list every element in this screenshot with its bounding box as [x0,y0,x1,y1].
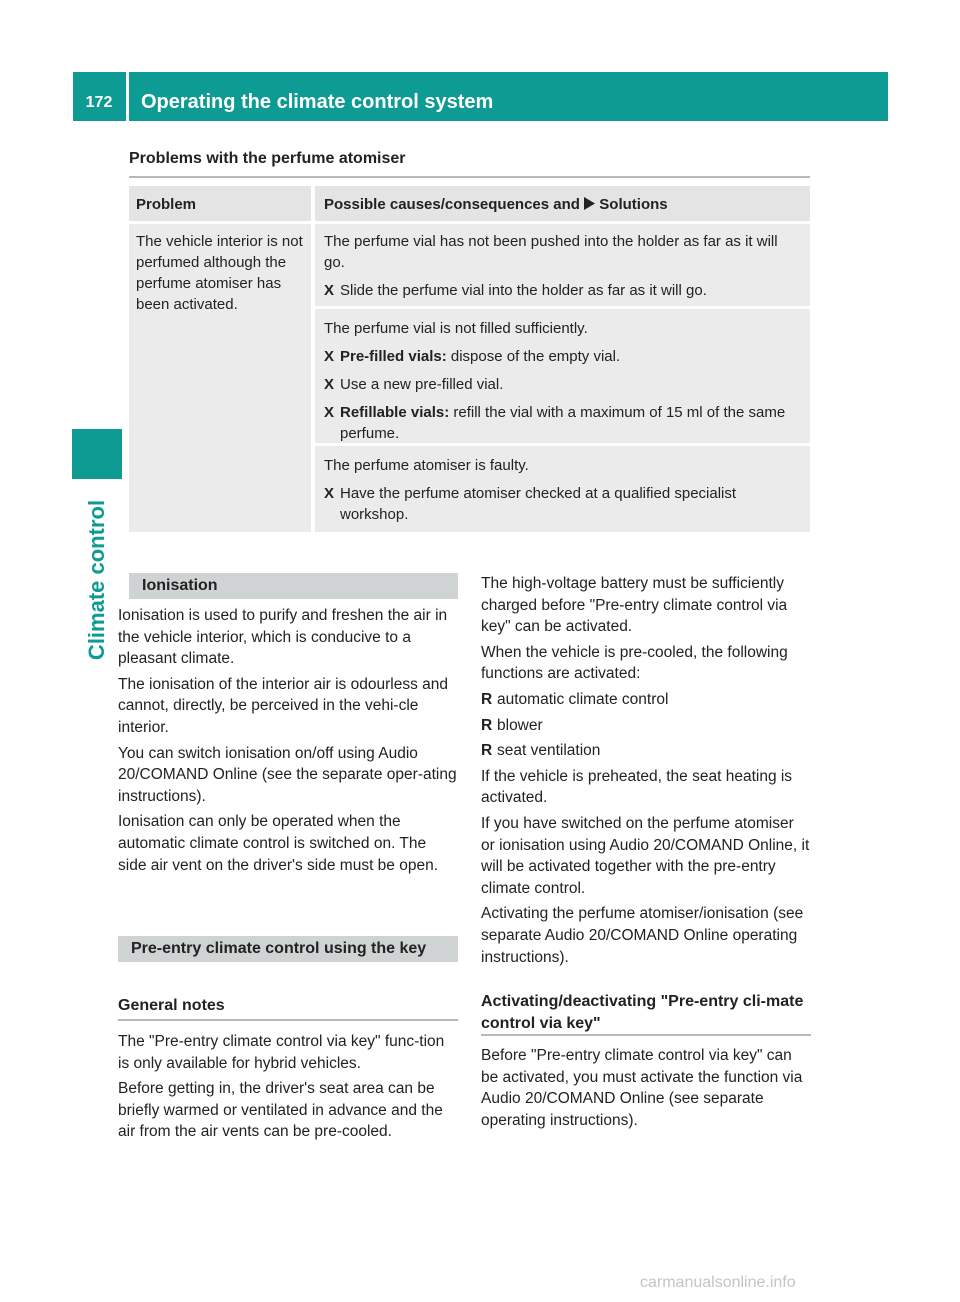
paragraph: The ionisation of the interior air is odourless and cannot, directly, be perceived in the vehi-cle interior. [118,675,448,736]
paragraph: You can switch ionisation on/off using Audio 20/COMAND Online (see the separate oper-ating instructions). [118,744,457,805]
cause-row [315,309,810,443]
solution-step: X Slide the perfume vial into the holder as far as it will go. [324,280,801,301]
list-item: R automatic climate control [481,689,811,711]
page-title: Operating the climate control system [141,91,494,113]
paragraph: The high-voltage battery must be sufficiently charged before "Pre-entry climate control via key" can be activated. [481,575,788,636]
cause-text: The perfume atomiser is faulty. [324,457,529,474]
paragraph: If you have switched on the perfume atomiser or ionisation using Audio 20/COMAND Online, it will be activated together with the pre-entry climate control. [481,814,810,897]
side-tab-label: Climate control [84,499,109,661]
cause-row [315,446,810,532]
list-item: R seat ventilation [481,740,811,762]
divider [118,1019,458,1021]
paragraph: Ionisation can only be operated when the automatic climate control is switched on. The side air vent on the driver's side must be open. [118,813,439,874]
problems-table [129,186,810,532]
problem-cell [129,224,311,532]
solution-step: X Pre-filled vials: dispose of the empty vial. [324,346,801,367]
paragraph: If the vehicle is preheated, the seat heating is activated. [481,767,793,807]
general-notes-heading: General notes [118,997,225,1014]
header-divider [126,72,129,121]
notes-block [118,1031,458,1147]
side-tab-marker [72,429,122,479]
header-solutions-post: Solutions [595,196,668,213]
cause-text: The perfume vial is not filled sufficiently. [324,320,588,337]
solution-step: X Refillable vials: refill the vial with a maximum of 15 ml of the same perfume. [324,402,801,444]
paragraph: Ionisation is used to purify and freshen the air in the vehicle interior, which is conducive to a pleasant climate. [118,607,448,668]
header-problem-label: Problem [136,196,197,213]
paragraph: Before getting in, the driver's seat area can be briefly warmed or ventilated in advance and the air from the air vents can be pre-cooled. [118,1080,443,1141]
problems-title: Problems with the perfume atomiser [129,150,406,167]
solution-arrow-icon [584,197,595,210]
preentry-heading: Pre-entry climate control using the key [118,936,458,962]
table-header-problem [129,186,311,221]
paragraph: Activating the perfume atomiser/ionisation (see separate Audio 20/COMAND Online operating instructions). [481,905,804,966]
side-tab [72,500,122,660]
header-solutions-label [315,186,810,223]
divider [481,1034,811,1036]
header-solutions-pre: Possible causes/consequences and [324,196,585,213]
activating-block [481,1045,811,1135]
watermark: carmanualsonline.info [640,1274,796,1291]
problem-text: The vehicle interior is not perfumed although the perfume atomiser has been activated. [136,233,303,313]
paragraph: When the vehicle is pre-cooled, the following functions are activated: [481,643,788,683]
page-number: 172 [85,94,113,111]
ionisation-heading: Ionisation [129,573,458,599]
divider [129,176,810,178]
list-item: R blower [481,715,811,737]
paragraph: The "Pre-entry climate control via key" func-tion is only available for hybrid vehicles. [118,1033,445,1072]
cause-text: The perfume vial has not been pushed into the holder as far as it will go. [324,233,778,271]
table-header-solutions [315,186,810,221]
left-column [118,573,458,880]
solution-step: X Use a new pre-filled vial. [324,374,801,395]
right-column [481,573,811,972]
cause-row [315,224,810,306]
paragraph: Before "Pre-entry climate control via key" can be activated, you must activate the function via Audio 20/COMAND Online (see separate operating instructions). [481,1047,803,1129]
solution-step: X Have the perfume atomiser checked at a qualified specialist workshop. [324,483,801,525]
activating-heading: Activating/deactivating "Pre-entry cli-mate control via key" [481,993,804,1032]
